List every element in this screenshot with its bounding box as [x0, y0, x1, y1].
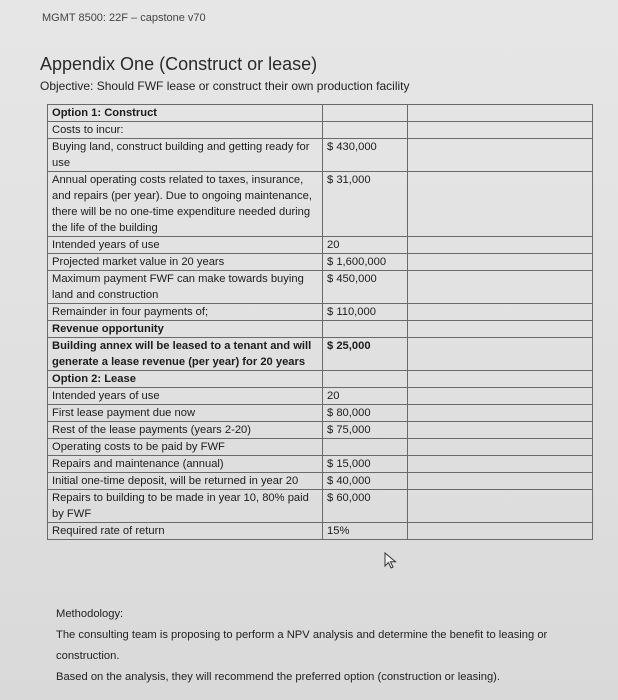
table-row	[48, 388, 593, 405]
rate-value: 15%	[323, 523, 408, 540]
max-payment-label: Maximum payment FWF can make towards buying land and construction	[48, 271, 323, 304]
option2-heading: Option 2: Lease	[48, 371, 323, 388]
intended-years-value: 20	[323, 237, 408, 254]
annual-operating-value: $ 31,000	[323, 172, 408, 237]
table-row	[48, 371, 593, 388]
year10-repairs-label: Repairs to building to be made in year 10, 80% paid by FWF	[48, 490, 323, 523]
table-row	[48, 254, 593, 271]
market-value-value: $ 1,600,000	[323, 254, 408, 271]
intended-years-label: Intended years of use	[48, 237, 323, 254]
table-row	[48, 490, 593, 523]
page-header: MGMT 8500: 22F – capstone v70	[42, 12, 206, 24]
table-row	[48, 271, 593, 304]
table-row	[48, 338, 593, 371]
lease-years-label: Intended years of use	[48, 388, 323, 405]
repairs-value: $ 15,000	[323, 456, 408, 473]
remainder-value: $ 110,000	[323, 304, 408, 321]
methodology-line-1: The consulting team is proposing to perform a NPV analysis and determine the benefit to leasing or construction.	[56, 629, 548, 662]
table-row	[48, 456, 593, 473]
revenue-heading: Revenue opportunity	[48, 321, 323, 338]
methodology-heading: Methodology:	[56, 608, 124, 620]
rest-payments-value: $ 75,000	[323, 422, 408, 439]
first-payment-value: $ 80,000	[323, 405, 408, 422]
methodology-section	[56, 604, 596, 688]
table-row	[48, 523, 593, 540]
deposit-value: $ 40,000	[323, 473, 408, 490]
options-table	[47, 104, 593, 540]
objective-text: Objective: Should FWF lease or construct their own production facility	[40, 79, 410, 93]
year10-repairs-value: $ 60,000	[323, 490, 408, 523]
page-title: Appendix One (Construct or lease)	[40, 54, 318, 74]
annex-value: $ 25,000	[323, 338, 408, 371]
table-row	[48, 139, 593, 172]
table-row	[48, 237, 593, 254]
table-row	[48, 105, 593, 122]
lease-years-value: 20	[323, 388, 408, 405]
remainder-label: Remainder in four payments of;	[48, 304, 323, 321]
buying-land-value: $ 430,000	[323, 139, 408, 172]
operating-costs-label: Operating costs to be paid by FWF	[48, 439, 323, 456]
table-row	[48, 304, 593, 321]
methodology-line-2: Based on the analysis, they will recommend the preferred option (construction or leasing).	[56, 671, 500, 683]
annual-operating-label: Annual operating costs related to taxes, insurance, and repairs (per year). Due to ongoing maintenance, there will be no one-time expenditure needed during the life of the building	[48, 172, 323, 237]
market-value-label: Projected market value in 20 years	[48, 254, 323, 271]
table-row	[48, 439, 593, 456]
annex-label: Building annex will be leased to a tenant and will generate a lease revenue (per year) for 20 years	[48, 338, 323, 371]
costs-to-incur-label: Costs to incur:	[48, 122, 323, 139]
rate-label: Required rate of return	[48, 523, 323, 540]
table-row	[48, 473, 593, 490]
table-row	[48, 122, 593, 139]
rest-payments-label: Rest of the lease payments (years 2-20)	[48, 422, 323, 439]
buying-land-label: Buying land, construct building and getting ready for use	[48, 139, 323, 172]
option1-heading: Option 1: Construct	[48, 105, 323, 122]
max-payment-value: $ 450,000	[323, 271, 408, 304]
repairs-label: Repairs and maintenance (annual)	[48, 456, 323, 473]
mouse-pointer-icon	[384, 552, 398, 575]
first-payment-label: First lease payment due now	[48, 405, 323, 422]
table-row	[48, 321, 593, 338]
deposit-label: Initial one-time deposit, will be returned in year 20	[48, 473, 323, 490]
table-row	[48, 422, 593, 439]
table-row	[48, 172, 593, 237]
table-row	[48, 405, 593, 422]
